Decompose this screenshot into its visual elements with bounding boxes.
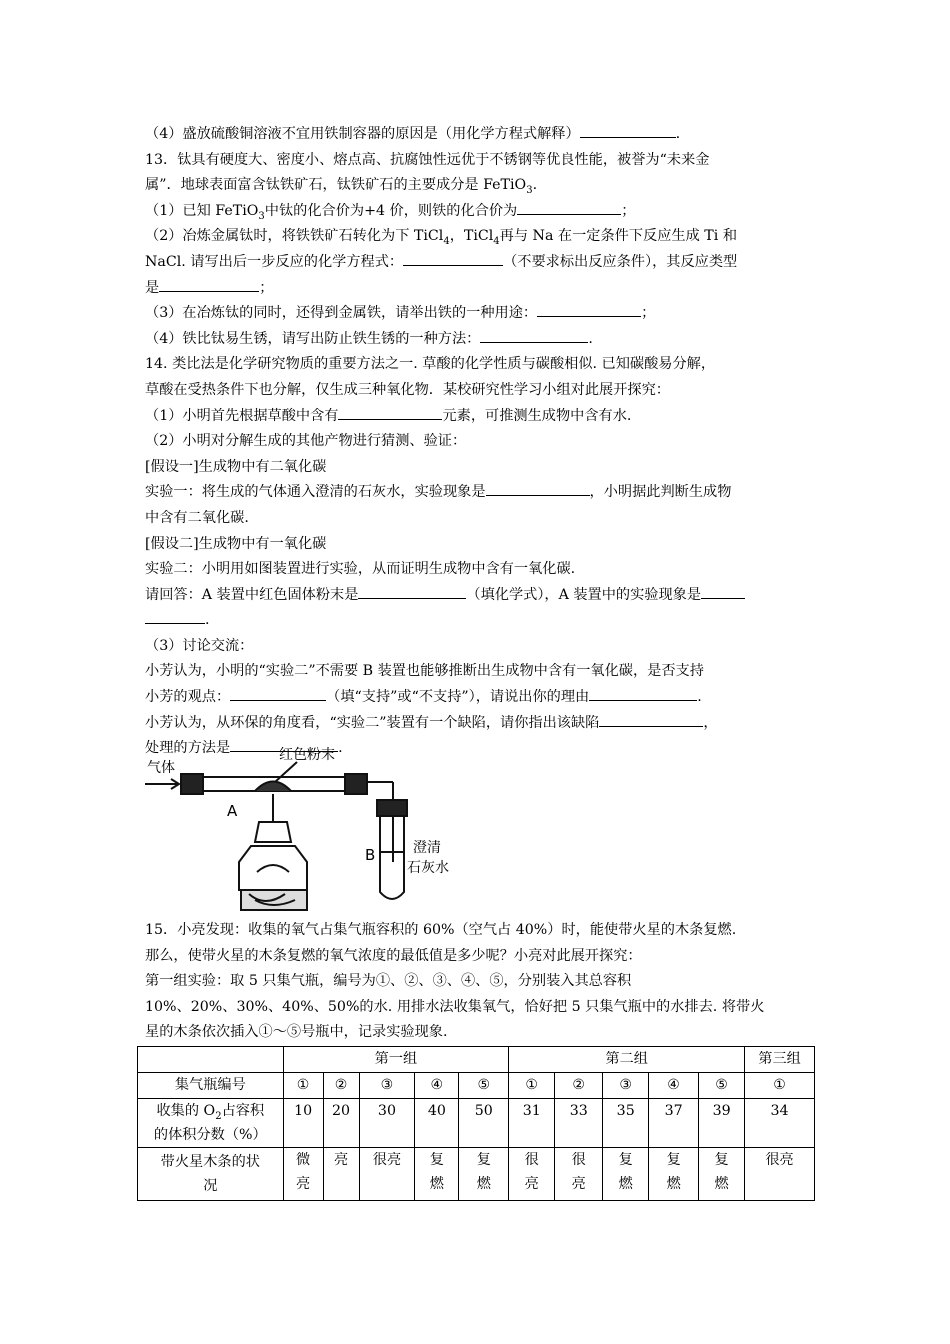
stopper-left xyxy=(181,774,203,794)
burner-top xyxy=(255,822,291,842)
percent-cell: 34 xyxy=(745,1099,815,1148)
line-q15-1: 15．小亮发现：收集的氧气占集气瓶容积的 60%（空气占 40%）时，能使带火星的木条复燃. xyxy=(145,922,737,938)
label-a: A xyxy=(227,802,238,820)
line-q13-2c: 是 ； xyxy=(145,276,815,302)
answer-blank[interactable] xyxy=(537,302,641,317)
state-cell: 很亮 xyxy=(359,1148,415,1201)
group-2-header: 第二组 xyxy=(509,1047,745,1073)
percent-cell: 39 xyxy=(699,1099,745,1148)
state-cell: 复燃 xyxy=(415,1148,459,1201)
answer-blank[interactable] xyxy=(230,686,326,701)
bottle-cell: ③ xyxy=(359,1073,415,1099)
question-text xyxy=(145,122,815,762)
answer-blank[interactable] xyxy=(580,123,676,138)
bottle-cell: ① xyxy=(745,1073,815,1099)
line-experiment-1b: 中含有二氧化碳. xyxy=(145,509,249,526)
line-hypothesis-2: [假设二]生成物中有一氧化碳 xyxy=(145,535,327,552)
percent-cell: 35 xyxy=(603,1099,649,1148)
answer-blank[interactable] xyxy=(358,584,466,599)
bottle-cell: ④ xyxy=(415,1073,459,1099)
line-q13-intro: 13．钛具有硬度大、密度小、熔点高、抗腐蚀性远优于不锈钢等优良性能，被誉为“未来金 xyxy=(145,151,710,168)
line-q13-3: （3）在冶炼钛的同时，还得到金属铁，请举出铁的一种用途： ； xyxy=(145,301,815,327)
line-q13-2: （2）冶炼金属钛时，将铁铁矿石转化为下 TiCl$_4$，TiCl$_4$再与 Na 在一定条件下反应生成 Ti 和 xyxy=(145,228,738,248)
lime-label-2: 石灰水 xyxy=(407,860,449,876)
percent-cell: 31 xyxy=(509,1099,555,1148)
answer-blank[interactable] xyxy=(701,584,745,599)
row-label-o2: 收集的 $O_2$占容积 的体积分数（%） xyxy=(138,1099,284,1148)
table-corner xyxy=(138,1047,284,1073)
percent-cell: 50 xyxy=(459,1099,509,1148)
group-3-header: 第三组 xyxy=(745,1047,815,1073)
experiment-table xyxy=(137,1046,815,1201)
bottle-cell: ④ xyxy=(649,1073,699,1099)
table-row-bottles xyxy=(138,1073,815,1099)
lamp-liquid xyxy=(257,865,289,872)
table-row-percent xyxy=(138,1099,815,1148)
state-cell: 很亮 xyxy=(745,1148,815,1201)
line-experiment-2: 实验二：小明用如图装置进行实验，从而证明生成物中含有一氧化碳. xyxy=(145,561,576,578)
question-15-text xyxy=(145,918,815,1046)
percent-cell: 20 xyxy=(323,1099,359,1148)
row-label-state: 带火星木条的状况 xyxy=(138,1148,284,1201)
state-cell: 很亮 xyxy=(555,1148,603,1201)
answer-blank[interactable] xyxy=(589,686,697,701)
answer-blank[interactable] xyxy=(159,277,259,292)
group-1-header: 第一组 xyxy=(283,1047,509,1073)
line-q12-4: （4）盛放硫酸铜溶液不宜用铁制容器的原因是（用化学方程式解释） . xyxy=(145,122,815,148)
label-b: B xyxy=(365,846,376,864)
answer-blank[interactable] xyxy=(480,328,588,343)
line-q15-5: 星的木条依次插入①～⑤号瓶中，记录实验现象. xyxy=(145,1024,448,1041)
percent-cell: 40 xyxy=(415,1099,459,1148)
lime-label-1: 澄清 xyxy=(413,840,441,856)
line-q14-2: （2）小明对分解生成的其他产物进行猜测、验证： xyxy=(145,433,467,450)
line-discussion-4: 处理的方法是 . xyxy=(145,736,815,762)
line-q13-2b: NaCl. 请写出后一步反应的化学方程式： （不要求标出反应条件），其反应类型 xyxy=(145,250,815,276)
table-row-state xyxy=(138,1148,815,1201)
bottle-cell: ② xyxy=(555,1073,603,1099)
percent-cell: 37 xyxy=(649,1099,699,1148)
line-q14-intro-2: 草酸在受热条件下也分解，仅生成三种氧化物．某校研究性学习小组对此展开探究： xyxy=(145,381,670,398)
answer-blank[interactable] xyxy=(338,405,442,420)
answer-blank[interactable] xyxy=(486,481,590,496)
apparatus-figure xyxy=(145,742,485,912)
state-cell: 复燃 xyxy=(603,1148,649,1201)
line-discussion-2: 小芳的观点： （填“支持”或“不支持”），请说出你的理由 . xyxy=(145,685,815,711)
state-cell: 复燃 xyxy=(649,1148,699,1201)
red-powder xyxy=(255,782,291,792)
state-cell: 复燃 xyxy=(459,1148,509,1201)
percent-cell: 33 xyxy=(555,1099,603,1148)
bottle-cell: ⑤ xyxy=(699,1073,745,1099)
line-q13-1: （1）已知 FeTiO$_3$中钛的化合价为+4 价，则铁的化合价为 ； xyxy=(145,199,815,225)
bottle-cell: ③ xyxy=(603,1073,649,1099)
gas-label: 气体 xyxy=(147,760,175,776)
answer-blank[interactable] xyxy=(517,200,621,215)
line-q13-intro-2: 属”．地球表面富含钛铁矿石，钛铁矿石的主要成分是 FeTiO$_3$. xyxy=(145,177,538,197)
row-label-bottle: 集气瓶编号 xyxy=(138,1073,284,1099)
line-q15-4: 10%、20%、30%、40%、50%的水. 用排水法收集氧气，恰好把 5 只集气瓶中的水排去. 将带火 xyxy=(145,998,765,1015)
line-q13-4: （4）铁比钛易生锈，请写出防止铁生锈的一种方法： . xyxy=(145,327,815,353)
bottle-cell: ① xyxy=(509,1073,555,1099)
state-cell: 复燃 xyxy=(699,1148,745,1201)
powder-label: 红色粉末 xyxy=(279,747,335,763)
line-discussion-1: 小芳认为，小明的“实验二”不需要 B 装置也能够推断出生成物中含有一氧化碳，是否支持 xyxy=(145,663,704,680)
test-tube-stopper xyxy=(377,800,407,816)
line-q15-2: 那么，使带火星的木条复燃的氧气浓度的最低值是多少呢？小亮对此展开探究： xyxy=(145,947,642,964)
state-cell: 微亮 xyxy=(283,1148,323,1201)
line-q14-intro: 14. 类比法是化学研究物质的重要方法之一. 草酸的化学性质与碳酸相似. 已知碳酸易分解， xyxy=(145,356,716,373)
line-hypothesis-1: [假设一]生成物中有二氧化碳 xyxy=(145,458,327,475)
line-answer-a2: . xyxy=(145,608,815,634)
stopper-right xyxy=(345,774,367,794)
bottle-cell: ② xyxy=(323,1073,359,1099)
state-cell: 亮 xyxy=(323,1148,359,1201)
line-q14-3: （3）讨论交流： xyxy=(145,637,254,654)
line-answer-a: 请回答：A 装置中红色固体粉末是 （填化学式），A 装置中的实验现象是 xyxy=(145,583,815,609)
bottle-cell: ① xyxy=(283,1073,323,1099)
percent-cell: 30 xyxy=(359,1099,415,1148)
state-cell: 很亮 xyxy=(509,1148,555,1201)
line-q15-3: 第一组实验：取 5 只集气瓶，编号为①、②、③、④、⑤，分别装入其总容积 xyxy=(145,973,632,990)
line-q14-1: （1）小明首先根据草酸中含有 元素，可推测生成物中含有水. xyxy=(145,404,815,430)
alcohol-lamp xyxy=(239,846,307,890)
table-header-row xyxy=(138,1047,815,1073)
powder-pointer xyxy=(275,762,297,782)
bottle-cell: ⑤ xyxy=(459,1073,509,1099)
answer-blank[interactable] xyxy=(403,251,503,266)
line-discussion-3: 小芳认为，从环保的角度看，“实验二”装置有一个缺陷，请你指出该缺陷 ， xyxy=(145,711,815,737)
answer-blank[interactable] xyxy=(599,712,703,727)
answer-blank[interactable] xyxy=(145,609,205,624)
line-experiment-1: 实验一：将生成的气体通入澄清的石灰水，实验现象是 ，小明据此判断生成物 xyxy=(145,480,815,506)
percent-cell: 10 xyxy=(283,1099,323,1148)
